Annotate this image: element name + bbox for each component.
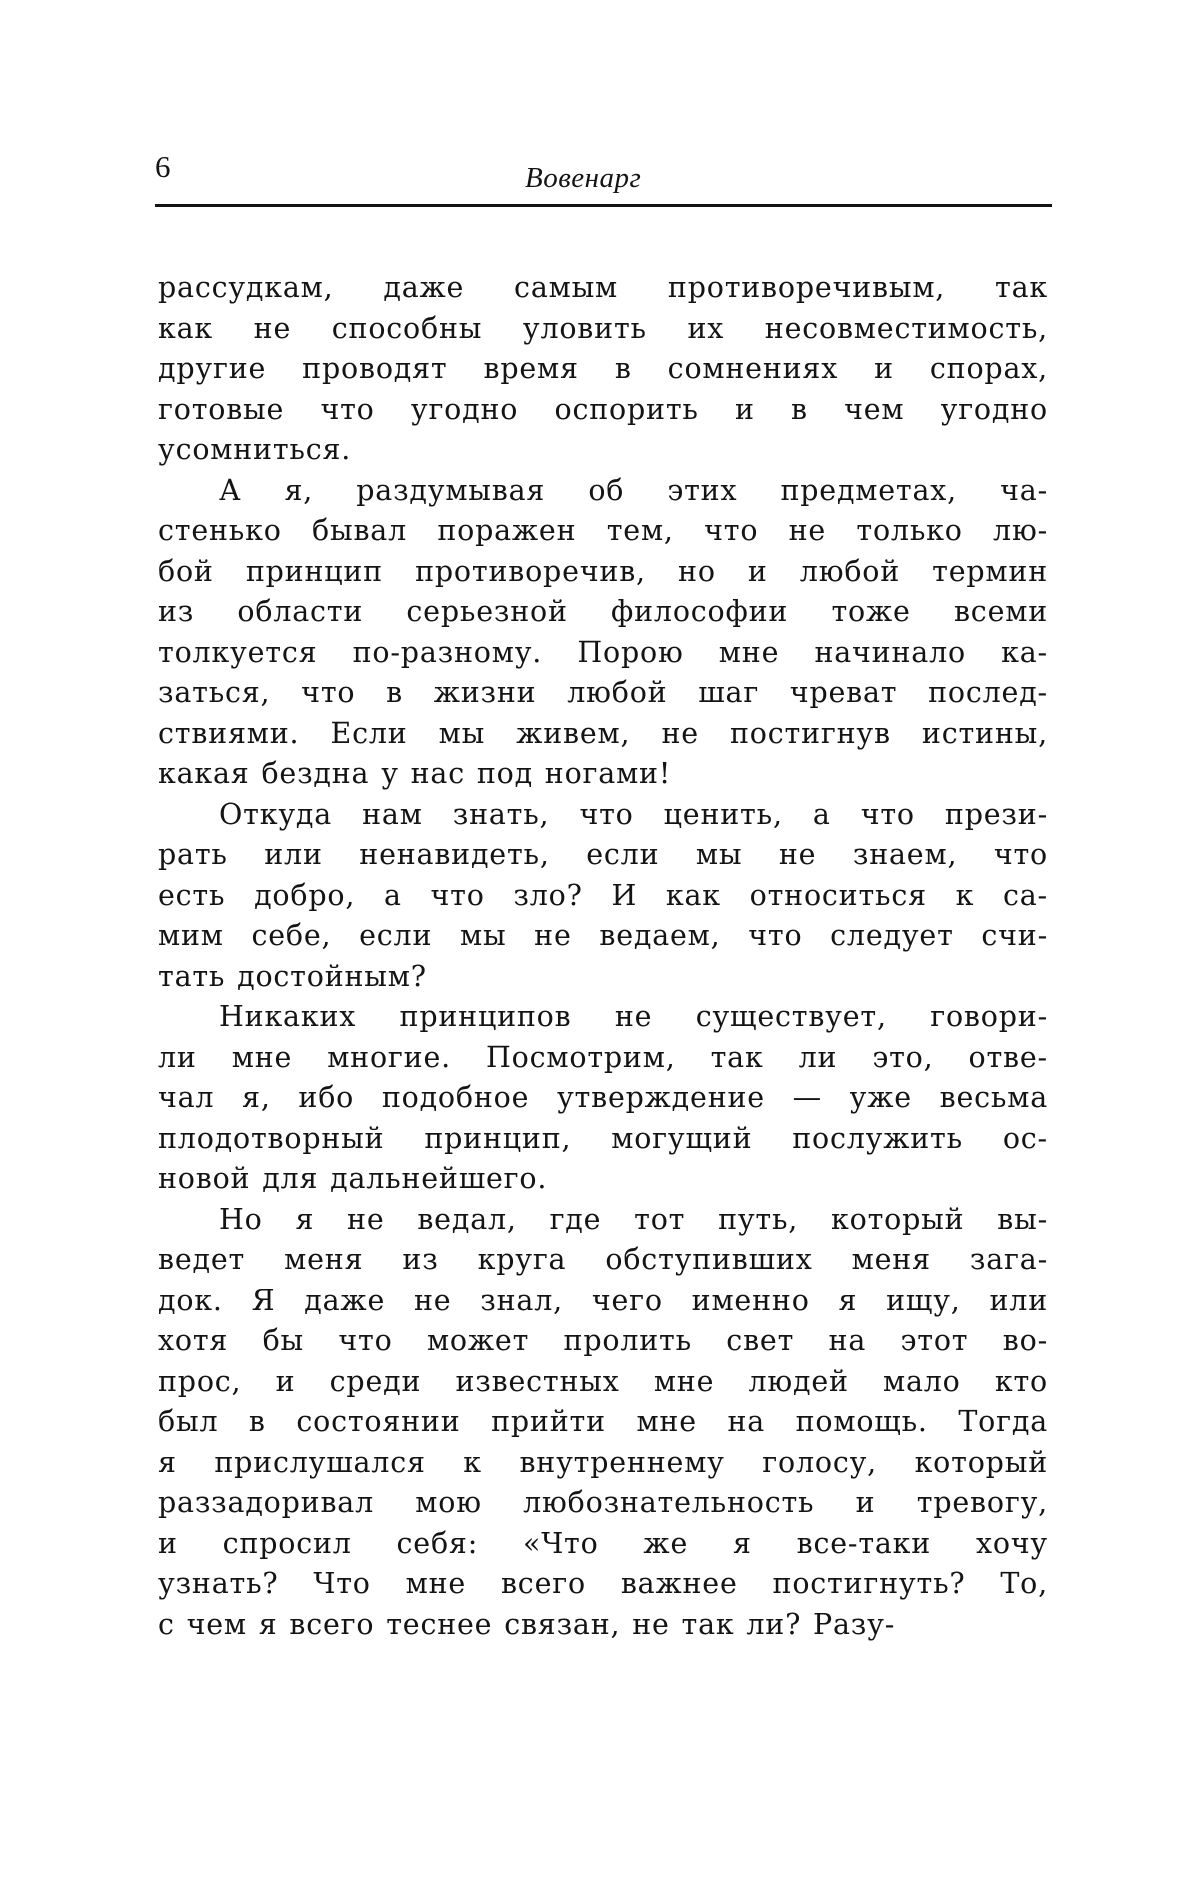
paragraph xyxy=(158,795,1048,998)
text-line: усомниться. xyxy=(158,433,352,466)
text-line: ли мне многие. Посмотрим, так ли это, отве- xyxy=(158,1040,1048,1074)
text-line: тать достойным? xyxy=(158,959,427,993)
text-line: и спросил себя: «Что же я все-таки хочу xyxy=(158,1526,1048,1560)
text-line: раззадоривал мою любознательность и тревогу, xyxy=(158,1486,1048,1519)
paragraph xyxy=(158,997,1048,1200)
body-text xyxy=(158,268,1048,1645)
page-number: 6 xyxy=(155,149,171,184)
text-line: Но я не ведал, где тот путь, который вы- xyxy=(219,1202,1048,1236)
text-line: новой для дальнейшего. xyxy=(158,1162,548,1195)
text-line: с чем я всего теснее связан, не так ли? Разу- xyxy=(158,1607,896,1641)
text-line: док. Я даже не знал, чего именно я ищу, или xyxy=(158,1283,1048,1317)
paragraph xyxy=(158,1200,1048,1646)
text-line: я прислушался к внутреннему голосу, который xyxy=(158,1445,1048,1479)
header-rule xyxy=(155,204,1052,207)
text-line: заться, что в жизни любой шаг чреват послед- xyxy=(158,676,1048,709)
text-line: был в состоянии прийти мне на помощь. Тогда xyxy=(158,1405,1048,1438)
text-line: другие проводят время в сомнениях и спорах, xyxy=(158,352,1048,385)
text-line: бой принцип противоречив, но и любой термин xyxy=(158,554,1048,588)
paragraph xyxy=(158,471,1048,795)
text-line: есть добро, а что зло? И как относиться к са- xyxy=(158,878,1048,912)
text-line: чал я, ибо подобное утверждение — уже весьма xyxy=(158,1081,1048,1114)
text-line: плодотворный принцип, могущий послужить ос- xyxy=(158,1121,1048,1155)
text-line: какая бездна у нас под ногами! xyxy=(158,757,672,790)
text-line: А я, раздумывая об этих предметах, ча- xyxy=(219,473,1048,507)
text-line: готовые что угодно оспорить и в чем угодно xyxy=(158,392,1048,426)
running-title: Вовенарг xyxy=(525,162,642,194)
text-line: прос, и среди известных мне людей мало кто xyxy=(158,1364,1048,1398)
text-line: хотя бы что может пролить свет на этот во- xyxy=(158,1324,1048,1357)
text-line: толкуется по-разному. Порою мне начинало ка- xyxy=(158,635,1048,669)
text-line: мим себе, если мы не ведаем, что следует счи- xyxy=(158,919,1048,952)
text-line: из области серьезной философии тоже всеми xyxy=(158,595,1048,628)
text-line: как не способны уловить их несовместимость, xyxy=(158,311,1048,345)
paragraph xyxy=(158,268,1048,471)
running-head xyxy=(155,150,1052,210)
text-line: узнать? Что мне всего важнее постигнуть? То, xyxy=(158,1567,1048,1600)
text-line: ведет меня из круга обступивших меня зага- xyxy=(158,1243,1048,1276)
text-line: рать или ненавидеть, если мы не знаем, что xyxy=(158,838,1048,871)
text-line: Никаких принципов не существует, говори- xyxy=(219,1000,1048,1033)
text-line: рассудкам, даже самым противоречивым, так xyxy=(158,271,1048,304)
text-line: Откуда нам знать, что ценить, а что прези- xyxy=(219,797,1048,831)
text-line: стенько бывал поражен тем, что не только лю- xyxy=(158,514,1048,547)
text-line: ствиями. Если мы живем, не постигнув истины, xyxy=(158,716,1048,750)
